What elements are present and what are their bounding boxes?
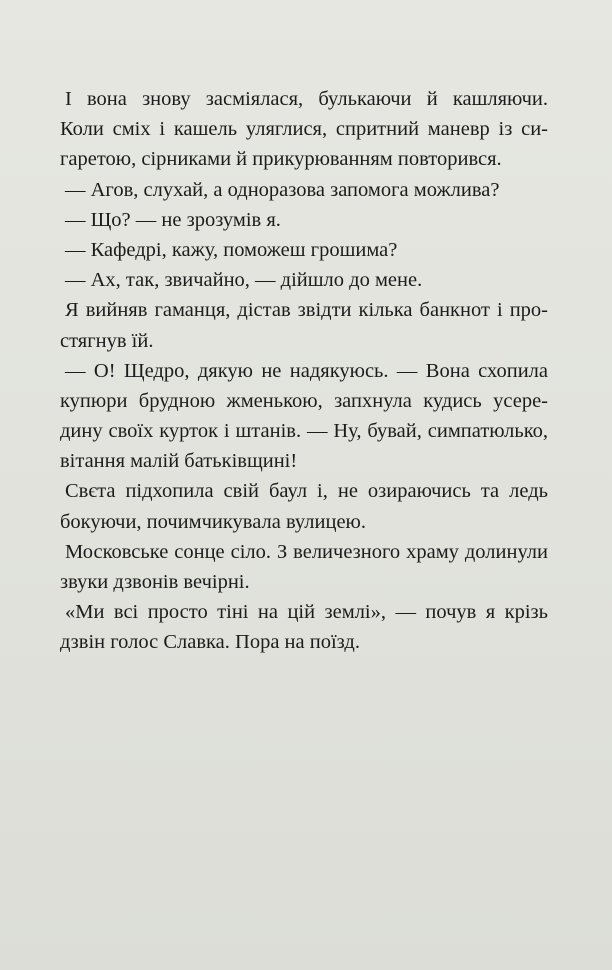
text-line: Московське сонце сіло. З величезного храму долинули	[65, 540, 548, 563]
dialogue-line: — Кафедрі, кажу, поможеш грошима?	[65, 238, 398, 261]
text-line: стягнув їй.	[60, 329, 154, 352]
text-line: гаретою, сірниками й прикурюванням повторився.	[60, 148, 502, 171]
dialogue-line: — О! Щедро, дякую не надякуюсь. — Вона схопила	[65, 359, 548, 382]
text-line: дину своїх курток і штанів. — Ну, бувай, симпатюлько,	[60, 420, 548, 443]
text-line: Я вийняв гаманця, дістав звідти кілька банкнот і про-	[65, 299, 548, 322]
text-line: купюри брудною жменькою, запхнула кудись усере-	[60, 389, 548, 412]
dialogue-line: — Агов, слухай, а одноразова запомога можлива?	[65, 178, 500, 201]
dialogue-line: — Що? — не зрозумів я.	[65, 208, 281, 231]
dialogue-line: — Ах, так, звичайно, — дійшло до мене.	[65, 269, 423, 292]
text-line: бокуючи, почимчикувала вулицею.	[60, 510, 366, 533]
text-line: звуки дзвонів вечірні.	[60, 571, 250, 593]
body-text	[60, 84, 548, 658]
text-line: І вона знову засміялася, булькаючи й кашляючи.	[65, 88, 548, 110]
text-line: «Ми всі просто тіні на цій землі», — почув я крізь	[65, 601, 548, 624]
text-line: дзвін голос Славка. Пора на поїзд.	[60, 631, 360, 654]
text-line: Свєта підхопила свій баул і, не озираючись та ледь	[65, 480, 548, 503]
text-line: вітання малій батьківщині!	[60, 450, 298, 473]
text-line: Коли сміх і кашель уляглися, спритний маневр із си-	[60, 118, 548, 141]
